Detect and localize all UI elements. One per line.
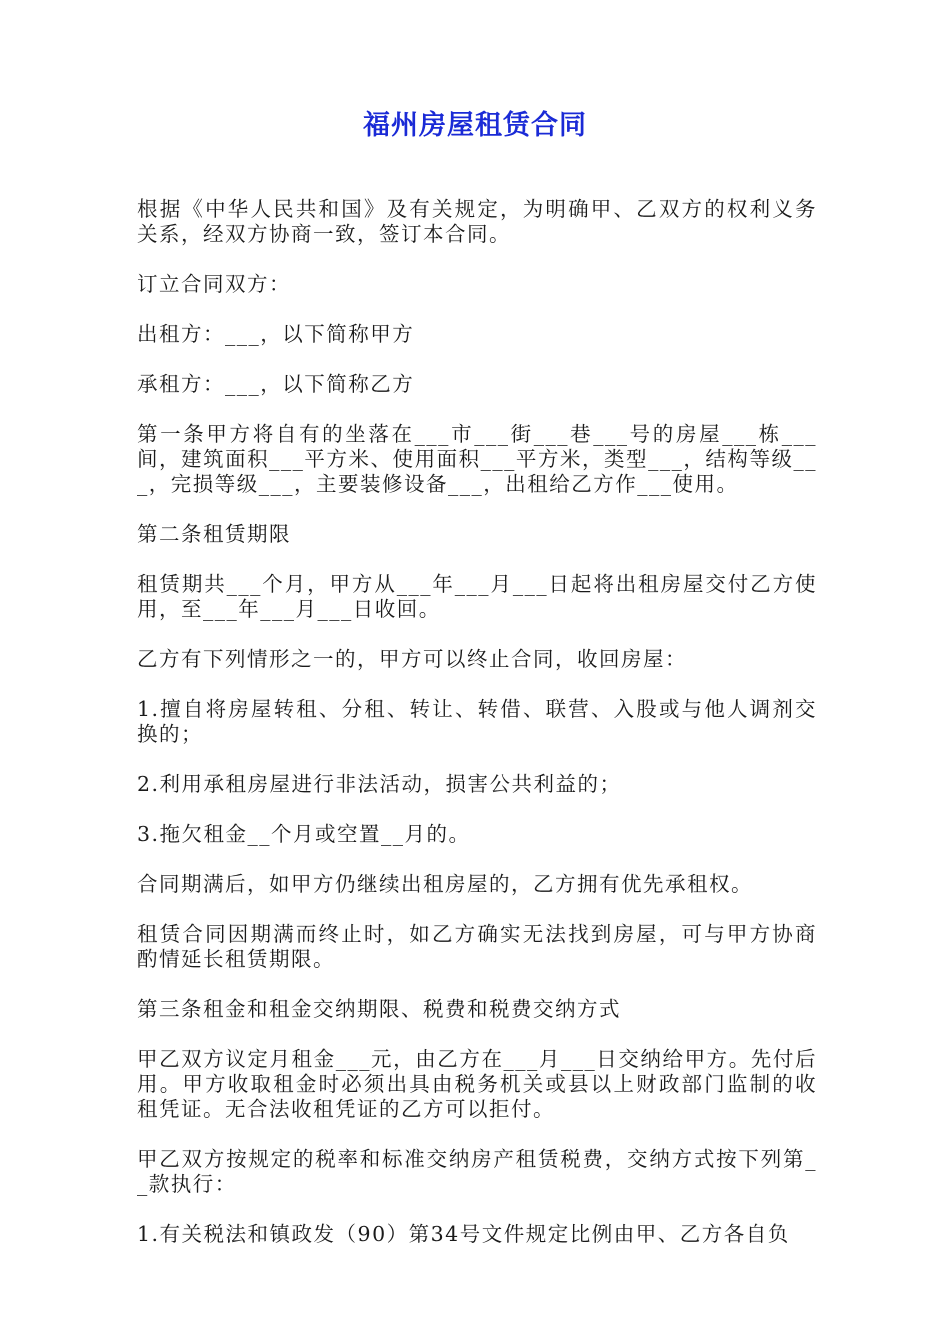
- paragraph-lessor: 出租方：___，以下简称甲方: [137, 322, 415, 346]
- paragraph-extension: 租赁合同因期满而终止时，如乙方确实无法找到房屋，可与甲方协商酌情延长租赁期限。: [137, 922, 817, 971]
- paragraph-termination-item-3: 3.拖欠租金__个月或空置__月的。: [137, 822, 471, 846]
- document-body: [137, 197, 817, 1272]
- paragraph-parties-heading: 订立合同双方：: [137, 272, 291, 296]
- paragraph-article-2-heading: 第二条租赁期限: [137, 522, 291, 546]
- paragraph-preamble: 根据《中华人民共和国》及有关规定，为明确甲、乙双方的权利义务关系，经双方协商一致，签订本合同。: [137, 197, 817, 246]
- paragraph-termination-item-2: 2.利用承租房屋进行非法活动，损害公共利益的；: [137, 772, 622, 796]
- paragraph-article-3-heading: 第三条租金和租金交纳期限、税费和税费交纳方式: [137, 997, 621, 1021]
- paragraph-lease-term: 租赁期共___个月，甲方从___年___月___日起将出租房屋交付乙方使用，至___年___月___日收回。: [137, 572, 817, 621]
- document-title: 福州房屋租赁合同: [363, 110, 587, 141]
- paragraph-taxes: 甲乙双方按规定的税率和标准交纳房产租赁税费，交纳方式按下列第__款执行：: [137, 1147, 817, 1196]
- paragraph-article-1: 第一条甲方将自有的坐落在___市___街___巷___号的房屋___栋___间，建筑面积___平方米、使用面积___平方米，类型___，结构等级___，完损等级___，主要装修设备___，出租给乙方作___使用。: [137, 422, 817, 496]
- paragraph-tax-item-1: 1.有关税法和镇政发（90）第34号文件规定比例由甲、乙方各自负: [137, 1222, 790, 1246]
- paragraph-lessee: 承租方：___，以下简称乙方: [137, 372, 415, 396]
- paragraph-rent: 甲乙双方议定月租金___元，由乙方在___月___日交纳给甲方。先付后用。甲方收取租金时必须出具由税务机关或县以上财政部门监制的收租凭证。无合法收租凭证的乙方可以拒付。: [137, 1047, 817, 1121]
- paragraph-termination-item-1: 1.擅自将房屋转租、分租、转让、转借、联营、入股或与他人调剂交换的；: [137, 697, 817, 746]
- paragraph-priority-right: 合同期满后，如甲方仍继续出租房屋的，乙方拥有优先承租权。: [137, 872, 753, 896]
- paragraph-termination-intro: 乙方有下列情形之一的，甲方可以终止合同，收回房屋：: [137, 647, 687, 671]
